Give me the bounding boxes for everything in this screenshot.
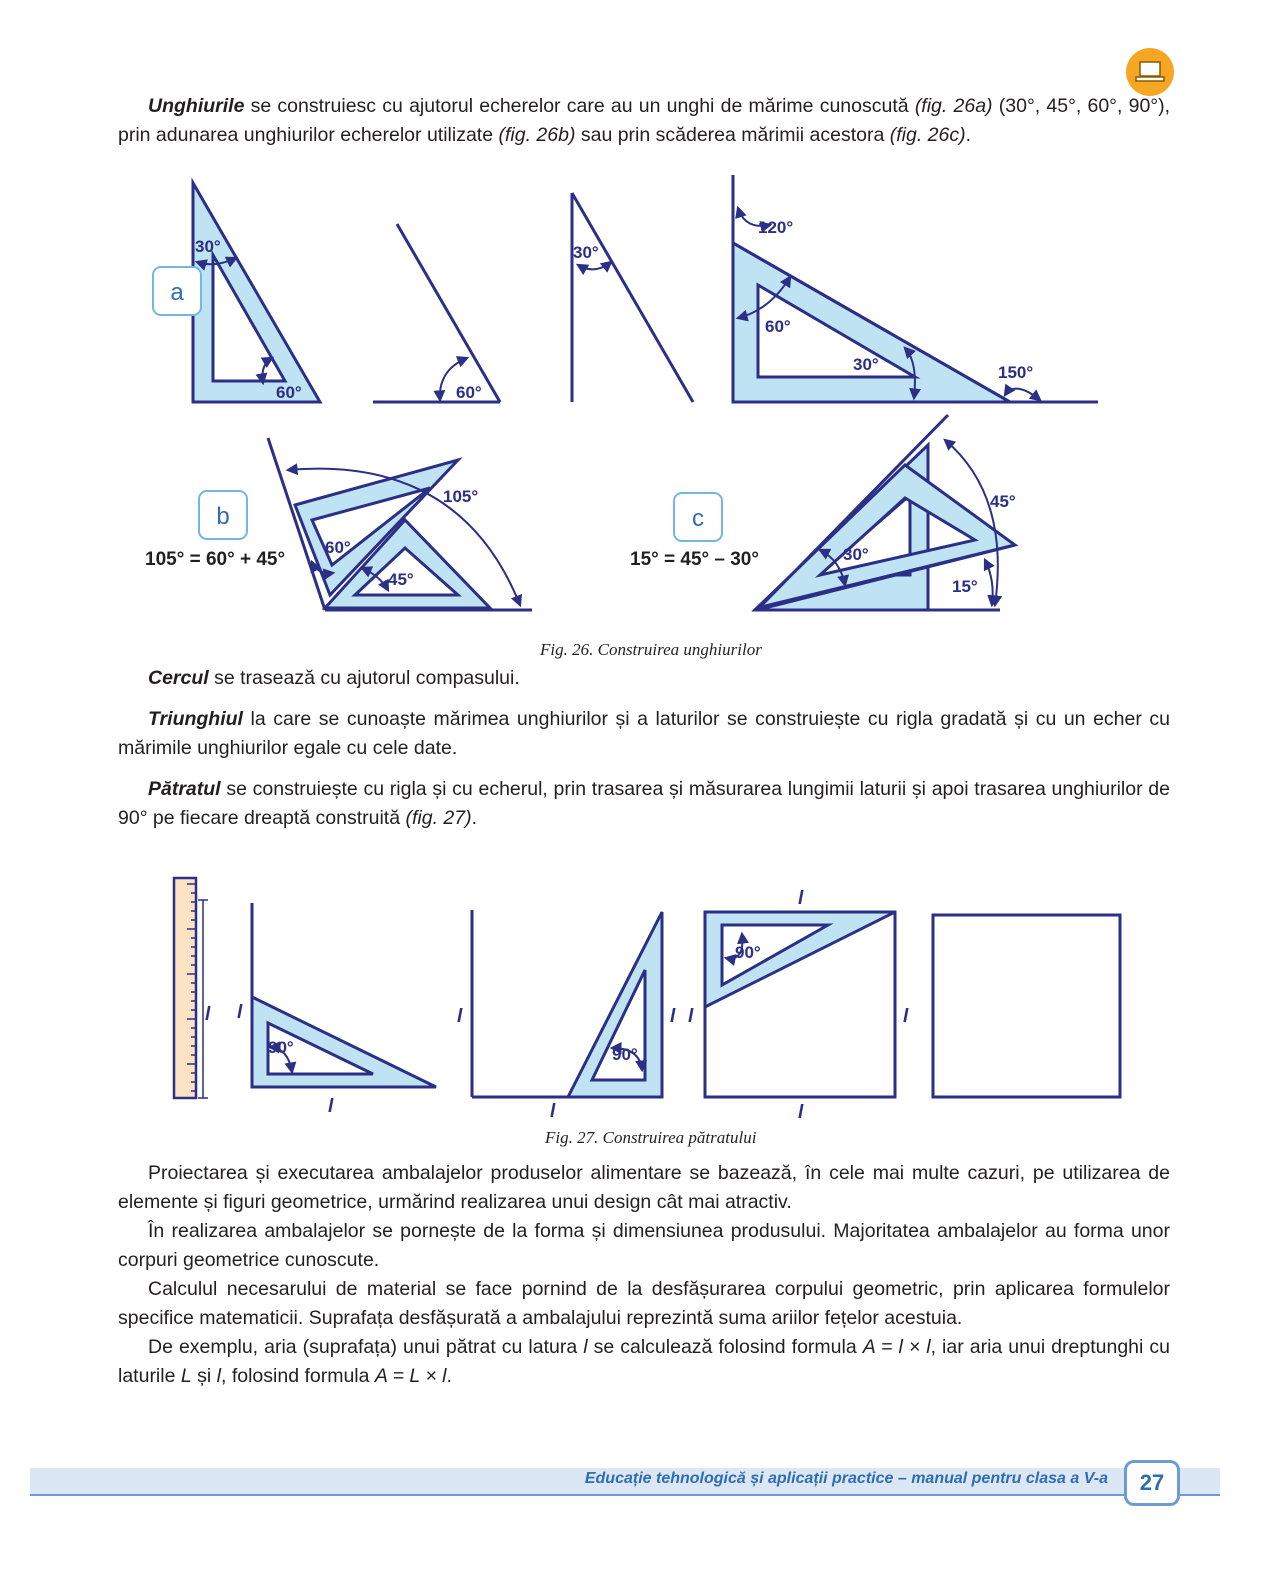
var: l	[583, 1336, 588, 1358]
angle-label: 45°	[388, 570, 414, 589]
equation-b: 105° = 60° + 45°	[145, 549, 286, 570]
laptop-icon	[1126, 48, 1174, 96]
angle-label: 90°	[612, 1045, 638, 1064]
equation-c: 15° = 45° – 30°	[630, 549, 759, 570]
fig-ref: (fig. 27)	[405, 807, 472, 829]
cercul-text: se trasează cu ajutorul compasului.	[208, 667, 520, 689]
triunghiul-text: la care se cunoaște mărimea unghiurilor și a laturilor se construiește cu rigla gradată și cu un echer cu mărimile unghiurilor egale cu cele date.	[118, 708, 1170, 759]
text: , iar aria unui dreptunghi cu laturile	[118, 1336, 1170, 1387]
side-label: l	[798, 1102, 804, 1123]
angle-label: 60°	[456, 383, 482, 402]
angle-label: 90°	[268, 1038, 294, 1057]
angle-label: 15°	[952, 577, 978, 596]
fig-ref: (fig. 26b)	[498, 124, 576, 146]
side-label: l	[688, 1006, 694, 1027]
var: L	[180, 1365, 192, 1387]
body-paragraph: Proiectarea și executarea ambalajelor produselor alimentare se bazează, în cele mai multe cazuri, pe utilizarea de elemente și figuri geometrice, urmărind realizarea unui design cât mai atractiv.	[118, 1162, 1170, 1213]
angle-label: 30°	[853, 355, 879, 374]
intro-text: se construiesc cu ajutorul echerelor care au un unghi de mărime cunoscută	[244, 95, 915, 117]
angle-label: 150°	[998, 363, 1034, 382]
patratul-text: se construiește cu rigla și cu echerul, prin trasarea și măsurarea lungimii laturii și apoi trasarea unghiurilor de 90° pe fiecare dreaptă construită	[118, 778, 1170, 829]
footer-line	[30, 1494, 1220, 1496]
figure-27	[0, 870, 1270, 1125]
cercul-paragraph	[118, 664, 1170, 693]
side-label: l	[903, 1006, 909, 1027]
term-patratul: Pătratul	[148, 778, 221, 800]
side-label: l	[328, 1096, 334, 1117]
text: De exemplu, aria (suprafața) unui pătrat cu latura	[148, 1336, 584, 1358]
intro-text: (30°, 45°, 60°, 90°), prin adunarea unghiurilor echerelor utilizate	[118, 95, 1171, 146]
intro-text: .	[965, 124, 972, 146]
term-cercul: Cercul	[148, 667, 209, 689]
side-label: l	[237, 1002, 243, 1023]
text: și	[191, 1365, 217, 1387]
fig-label-c: c	[692, 505, 704, 532]
intro-paragraph	[118, 92, 1170, 150]
set-square-30-60	[193, 183, 320, 402]
fig-label-a: a	[170, 279, 184, 306]
fig27-caption: Fig. 27. Construirea pătratului	[545, 1128, 757, 1147]
angle-label: 30°	[843, 545, 869, 564]
side-label: l	[457, 1006, 463, 1027]
angle-label: 45°	[990, 492, 1016, 511]
text: , folosind formula	[221, 1365, 375, 1387]
formula-paragraph	[118, 1333, 1170, 1391]
angle-label: 60°	[325, 538, 351, 557]
angle-label: 90°	[735, 943, 761, 962]
side-label: l	[205, 1004, 211, 1025]
angle-label: 30°	[195, 237, 221, 256]
angle-label: 30°	[573, 243, 599, 262]
triunghiul-paragraph	[118, 705, 1170, 763]
side-label: l	[550, 1101, 556, 1122]
figure-26	[0, 165, 1270, 635]
footer-title: Educație tehnologică și aplicații practice – manual pentru clasa a V-a	[584, 1470, 1108, 1487]
patratul-paragraph	[118, 775, 1170, 833]
angle-label: 60°	[276, 383, 302, 402]
text: .	[446, 1365, 452, 1387]
body-paragraph: În realizarea ambalajelor se pornește de la forma și dimensiunea produsului. Majoritatea ambalajelor au forma unor corpuri geometrice cunoscute.	[118, 1220, 1170, 1271]
intro-text: sau prin scăderea mărimii acestora	[575, 124, 890, 146]
angle-label: 120°	[758, 218, 794, 237]
var: l	[216, 1365, 221, 1387]
term-triunghiul: Triunghiul	[148, 708, 243, 730]
angle-label: 105°	[443, 487, 479, 506]
formula-rect: A = L × l	[374, 1365, 447, 1387]
patratul-end: .	[471, 807, 478, 829]
fig26-caption: Fig. 26. Construirea unghiurilor	[540, 640, 762, 659]
fig-ref: (fig. 26c)	[889, 124, 966, 146]
formula-square: A = l × l	[862, 1336, 931, 1358]
text: se calculează folosind formula	[587, 1336, 863, 1358]
body-paragraph: Calculul necesarului de material se face pornind de la desfășurarea corpului geometric, prin aplicarea formulelor specifice matematicii. Suprafața desfășurată a ambalajului reprezintă suma ariilor fețelor acestuia.	[118, 1278, 1170, 1329]
page-number: 27	[1124, 1460, 1180, 1506]
fig-ref: (fig. 26a)	[914, 95, 993, 117]
side-label: l	[798, 888, 804, 909]
ruler	[174, 878, 208, 1098]
fig-label-b: b	[216, 503, 230, 530]
angle-label: 60°	[765, 317, 791, 336]
term-unghiurile: Unghiurile	[148, 95, 245, 117]
side-label: l	[670, 1006, 676, 1027]
